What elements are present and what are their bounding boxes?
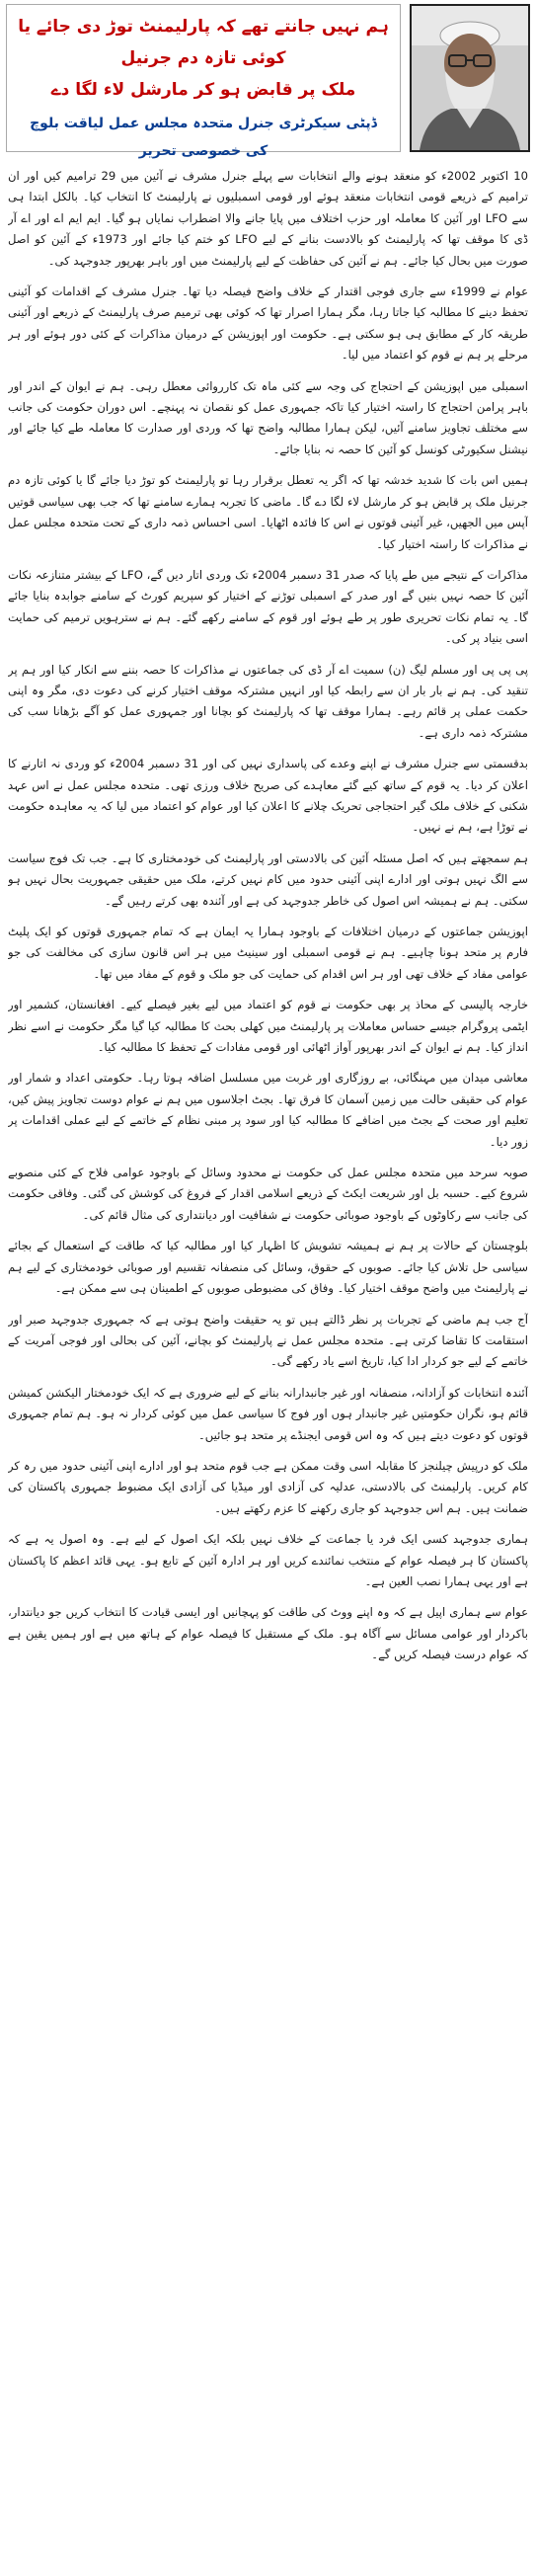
article-paragraph: اپوزیشن جماعتوں کے درمیان اختلافات کے باوجود ہمارا یہ ایمان ہے کہ تمام جمہوری قوتوں کو ایک پلیٹ فارم پر متحد ہونا چاہیے۔ ہم نے قومی اسمبلی اور سینیٹ میں ہر اس قانون سازی کی مخالفت کی جو عوامی مفاد کے خلاف تھی اور ہر اس اقدام کی حمایت کی جو ملک و قوم کے مفاد میں تھا۔ bbox=[8, 925, 528, 981]
article-paragraph: آج جب ہم ماضی کے تجربات پر نظر ڈالتے ہیں تو یہ حقیقت واضح ہوتی ہے کہ جمہوری جدوجہد صبر اور استقامت کا تقاضا کرتی ہے۔ متحدہ مجلس عمل نے پارلیمنٹ کو بچانے، آئین کی بحالی اور فوجی آمریت کے خاتمے کے لیے جو کردار ادا کیا، تاریخ اسے یاد رکھے گی۔ bbox=[8, 1312, 528, 1369]
article-header bbox=[6, 4, 530, 160]
author-portrait-icon bbox=[410, 4, 530, 152]
article-paragraph: 10 اکتوبر 2002ء کو منعقد ہونے والے انتخابات سے پہلے جنرل مشرف نے آئین میں 29 ترامیم کیں اور ان ترامیم کے ذریعے قومی انتخابات منعقد ہوئے اور قومی اسمبلیوں نے پارلیمنٹ کا انتخاب کیا۔ بالکل ابتدا ہی سے LFO اور آئین کا معاملہ اور حزب اختلاف میں پایا جانے والا اضطراب نمایاں ہو گیا۔ ایم ایم اے اور اے آر ڈی کا موقف تھا کہ پارلیمنٹ کو بالادست بنانے کے لیے LFO کو ختم کیا جائے اور 1973ء کے آئین کو اصل صورت میں بحال کیا جائے۔ ہم نے آئین کی حفاظت کے لیے پارلیمنٹ میں اور باہر بھرپور جدوجہد کی۔ bbox=[8, 169, 528, 268]
headline-box bbox=[6, 4, 401, 159]
article-paragraph: عوام سے ہماری اپیل ہے کہ وہ اپنے ووٹ کی طاقت کو پہچانیں اور ایسی قیادت کا انتخاب کریں جو دیانتدار، باکردار اور عوامی مسائل سے آگاہ ہو۔ ملک کے مستقبل کا فیصلہ عوام کے ہاتھ میں ہے اور ہمیں یقین ہے کہ عوام درست فیصلہ کریں گے۔ bbox=[8, 1605, 528, 1662]
article-paragraph: بلوچستان کے حالات پر ہم نے ہمیشہ تشویش کا اظہار کیا اور مطالبہ کیا کہ طاقت کے استعمال کے بجائے سیاسی حل تلاش کیا جائے۔ صوبوں کے حقوق، وسائل کی منصفانہ تقسیم اور صوبائی خودمختاری کے لیے ہم نے پارلیمنٹ میں واضح موقف اختیار کیا۔ وفاق کی مضبوطی صوبوں کے اطمینان ہی سے ممکن ہے۔ bbox=[8, 1239, 528, 1296]
article-paragraph: ہم سمجھتے ہیں کہ اصل مسئلہ آئین کی بالادستی اور پارلیمنٹ کی خودمختاری کا ہے۔ جب تک فوج سیاست سے الگ نہیں ہوتی اور ادارے اپنی آئینی حدود میں کام نہیں کرتے، ملک میں حقیقی جمہوریت بحال نہیں ہو سکتی۔ ہم نے ہمیشہ اس اصول کی خاطر جدوجہد کی ہے اور آئندہ بھی کرتے رہیں گے۔ bbox=[8, 850, 528, 908]
article-paragraph: معاشی میدان میں مہنگائی، بے روزگاری اور غربت میں مسلسل اضافہ ہوتا رہا۔ حکومتی اعداد و شمار اور عوام کی حقیقی حالت میں زمین آسمان کا فرق تھا۔ بجٹ اجلاسوں میں ہم نے عوام دوست تجاویز پیش کیں، تعلیم اور صحت کے بجٹ میں اضافے کا مطالبہ کیا اور سود پر مبنی نظام کے خاتمے کے لیے عملی اقدامات پر زور دیا۔ bbox=[8, 1071, 528, 1149]
article-paragraph: پی پی پی اور مسلم لیگ (ن) سمیت اے آر ڈی کی جماعتوں نے مذاکرات کا حصہ بننے سے انکار کیا اور ہم پر تنقید کی۔ ہم نے بار بار ان سے رابطہ کیا اور انہیں مشترکہ موقف اختیار کرنے کی دعوت دی، مگر وہ اپنی حکمت عملی پر قائم رہے۔ ہمارا موقف تھا کہ پارلیمنٹ کو بچانا اور جمہوری عمل کو آگے بڑھانا سب کی مشترکہ ذمہ داری ہے۔ bbox=[8, 662, 528, 740]
article-body bbox=[8, 166, 528, 2566]
article-paragraph: بدقسمتی سے جنرل مشرف نے اپنے وعدے کی پاسداری نہیں کی اور 31 دسمبر 2004ء کو وردی نہ اتارنے کا اعلان کر دیا۔ یہ قوم کے ساتھ کیے گئے معاہدے کی صریح خلاف ورزی تھی۔ متحدہ مجلس عمل نے اس عہد شکنی کے خلاف ملک گیر احتجاجی تحریک چلانے کا اعلان کیا اور عوام کو اعتماد میں لیا کہ یہ معاہدہ حکومت نے توڑا ہے، ہم نے نہیں۔ bbox=[8, 757, 528, 835]
article-paragraph: ہماری جدوجہد کسی ایک فرد یا جماعت کے خلاف نہیں بلکہ ایک اصول کے لیے ہے۔ وہ اصول یہ ہے کہ پاکستان کا ہر فیصلہ عوام کے منتخب نمائندے کریں اور ہر ادارہ آئین کے تابع ہو۔ یہی قائد اعظم کا پاکستان ہے اور یہی ہمارا نصب العین ہے۔ bbox=[8, 1532, 528, 1588]
article-byline: ڈپٹی سیکرٹری جنرل متحدہ مجلس عمل لیاقت بلوچ کی خصوصی تحریر bbox=[30, 116, 377, 159]
author-portrait-image bbox=[412, 6, 528, 150]
article-paragraph: صوبہ سرحد میں متحدہ مجلس عمل کی حکومت نے محدود وسائل کے باوجود عوامی فلاح کے کئی منصوبے شروع کیے۔ حسبہ بل اور شریعت ایکٹ کے ذریعے اسلامی اقدار کے فروغ کی کوشش کی گئی۔ وفاقی حکومت کی جانب سے رکاوٹوں کے باوجود صوبائی حکومت نے شفافیت اور دیانتداری کی مثال قائم کی۔ bbox=[8, 1166, 528, 1222]
article-paragraph: آئندہ انتخابات کو آزادانہ، منصفانہ اور غیر جانبدارانہ بنانے کے لیے ضروری ہے کہ ایک خودمختار الیکشن کمیشن قائم ہو، نگران حکومتیں غیر جانبدار ہوں اور فوج کا سیاسی عمل میں کوئی کردار نہ ہو۔ ہم تمام جمہوری قوتوں کو دعوت دیتے ہیں کہ وہ اس قومی ایجنڈے پر متحد ہو جائیں۔ bbox=[8, 1385, 528, 1442]
article-paragraph: ملک کو درپیش چیلنجز کا مقابلہ اسی وقت ممکن ہے جب قوم متحد ہو اور ادارے اپنی آئینی حدود میں رہ کر کام کریں۔ پارلیمنٹ کی بالادستی، عدلیہ کی آزادی اور میڈیا کی آزادی ایک مضبوط جمہوری پاکستان کی ضمانت ہیں۔ ہم اس جدوجہد کو جاری رکھنے کا عزم رکھتے ہیں۔ bbox=[8, 1458, 528, 1515]
article-paragraph: عوام نے 1999ء سے جاری فوجی اقتدار کے خلاف واضح فیصلہ دیا تھا۔ جنرل مشرف کے اقدامات کو آئینی تحفظ دینے کا مطالبہ کیا جاتا رہا، مگر ہمارا اصرار تھا کہ کوئی بھی ترمیم صرف پارلیمنٹ کے ذریعے اور آئینی طریقہ کار کے مطابق ہی ہو سکتی ہے۔ حکومت اور اپوزیشن کے درمیان مذاکرات کے کئی دور ہوئے اور ہر مرحلے پر ہم نے قوم کو اعتماد میں لیا۔ bbox=[8, 284, 528, 362]
article-paragraph: ہمیں اس بات کا شدید خدشہ تھا کہ اگر یہ تعطل برقرار رہا تو پارلیمنٹ کو توڑ دیا جائے گا یا کوئی تازہ دم جرنیل ملک پر قابض ہو کر مارشل لاء لگا دے گا۔ ماضی کا تجربہ ہمارے سامنے تھا کہ جب بھی سیاسی قوتیں آپس میں الجھیں، غیر آئینی قوتوں نے اس کا فائدہ اٹھایا۔ اسی احساس ذمہ داری کے تحت متحدہ مجلس عمل نے مذاکرات کا راستہ اختیار کیا۔ bbox=[8, 473, 528, 551]
article-paragraph: مذاکرات کے نتیجے میں طے پایا کہ صدر 31 دسمبر 2004ء تک وردی اتار دیں گے، LFO کے بیشتر متنازعہ نکات آئین کا حصہ نہیں بنیں گے اور صدر کے اسمبلی توڑنے کے اختیار کو سپریم کورٹ کے سامنے جوابدہ بنایا جائے گا۔ یہ تمام نکات تحریری طور پر طے ہوئے اور قوم کے سامنے رکھے گئے۔ ہم نے سترہویں ترمیم کی حمایت اسی بنیاد پر کی۔ bbox=[8, 567, 528, 646]
article-paragraph: اسمبلی میں اپوزیشن کے احتجاج کی وجہ سے کئی ماہ تک کارروائی معطل رہی۔ ہم نے ایوان کے اندر اور باہر پرامن احتجاج کا راستہ اختیار کیا تاکہ جمہوری عمل کو نقصان نہ پہنچے۔ اس دوران حکومت کی جانب سے مختلف تجاویز سامنے آئیں، لیکن ہمارا مطالبہ واضح تھا کہ وردی اور صدارت کا معاملہ طے کیا جائے اور نیشنل سکیورٹی کونسل کو آئین کا حصہ نہ بنایا جائے۔ bbox=[8, 378, 528, 456]
article-paragraph: خارجہ پالیسی کے محاذ پر بھی حکومت نے قوم کو اعتماد میں لیے بغیر فیصلے کیے۔ افغانستان، کشمیر اور ایٹمی پروگرام جیسے حساس معاملات پر پارلیمنٹ میں کھلی بحث کا مطالبہ کیا گیا مگر حکومت نے اسے نظر انداز کیا۔ ہم نے ایوان کے اندر بھرپور آواز اٹھائی اور قومی مفادات کے تحفظ کا مطالبہ کیا۔ bbox=[8, 998, 528, 1055]
headline-line-1: ہم نہیں جانتے تھے کہ پارلیمنٹ توڑ دی جائے یا کوئی تازہ دم جرنیل bbox=[18, 17, 389, 68]
headline-line-2: ملک پر قابض ہو کر مارشل لاء لگا دے bbox=[50, 80, 356, 100]
